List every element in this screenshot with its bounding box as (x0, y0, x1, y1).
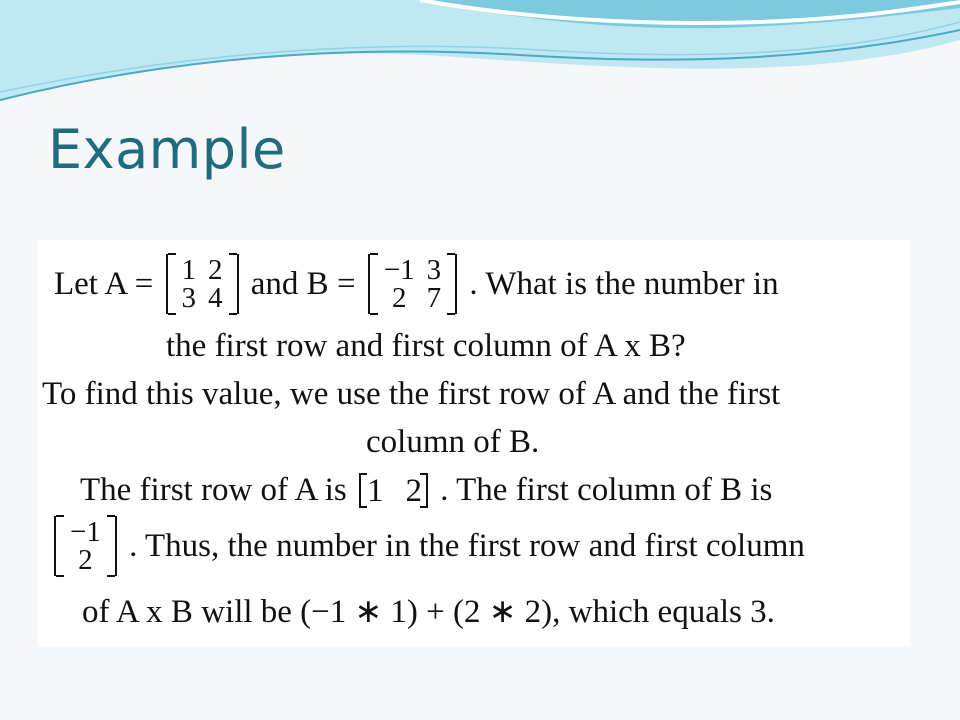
matrix-a (166, 254, 239, 314)
column-vector-cell: 2 (78, 544, 93, 576)
matrix-b-cell: 2 (391, 282, 407, 314)
line-2: the first row and first column of A x B? (166, 328, 686, 364)
content-box (38, 240, 910, 646)
row-vector-cell: 2 (405, 472, 422, 509)
matrix-a-cell: 2 (208, 254, 223, 286)
line-1 (54, 254, 779, 314)
slide-title: Example (48, 118, 286, 181)
column-vector-cell: −1 (70, 516, 101, 548)
matrix-b-cell: 3 (426, 254, 442, 286)
matrix-a-cell: 4 (208, 282, 223, 314)
matrix-b-cell: 7 (426, 282, 442, 314)
line1-suffix: . What is the number in (469, 265, 779, 302)
matrix-b-cell: −1 (383, 254, 415, 286)
line5-prefix: The first row of A is (80, 471, 347, 508)
matrix-a-cell: 1 (181, 254, 197, 286)
line-5 (80, 472, 772, 508)
line-6 (54, 516, 805, 576)
column-vector-b (54, 516, 117, 576)
line1-prefix: Let A = (54, 265, 154, 302)
line-4: column of B. (366, 424, 540, 460)
line1-middle: and B = (250, 265, 356, 302)
matrix-b (368, 254, 457, 314)
row-vector-cell: 1 (366, 472, 384, 509)
line5-suffix: . The first column of B is (440, 471, 773, 508)
line-7: of A x B will be (−1 ∗ 1) + (2 ∗ 2), which equals 3. (82, 594, 775, 630)
top-wave-decoration (0, 0, 960, 110)
matrix-a-cell: 3 (181, 282, 197, 314)
row-vector-a (359, 473, 428, 508)
line6-suffix: . Thus, the number in the first row and first column (129, 527, 805, 564)
line-3: To find this value, we use the first row of A and the first (42, 376, 781, 412)
